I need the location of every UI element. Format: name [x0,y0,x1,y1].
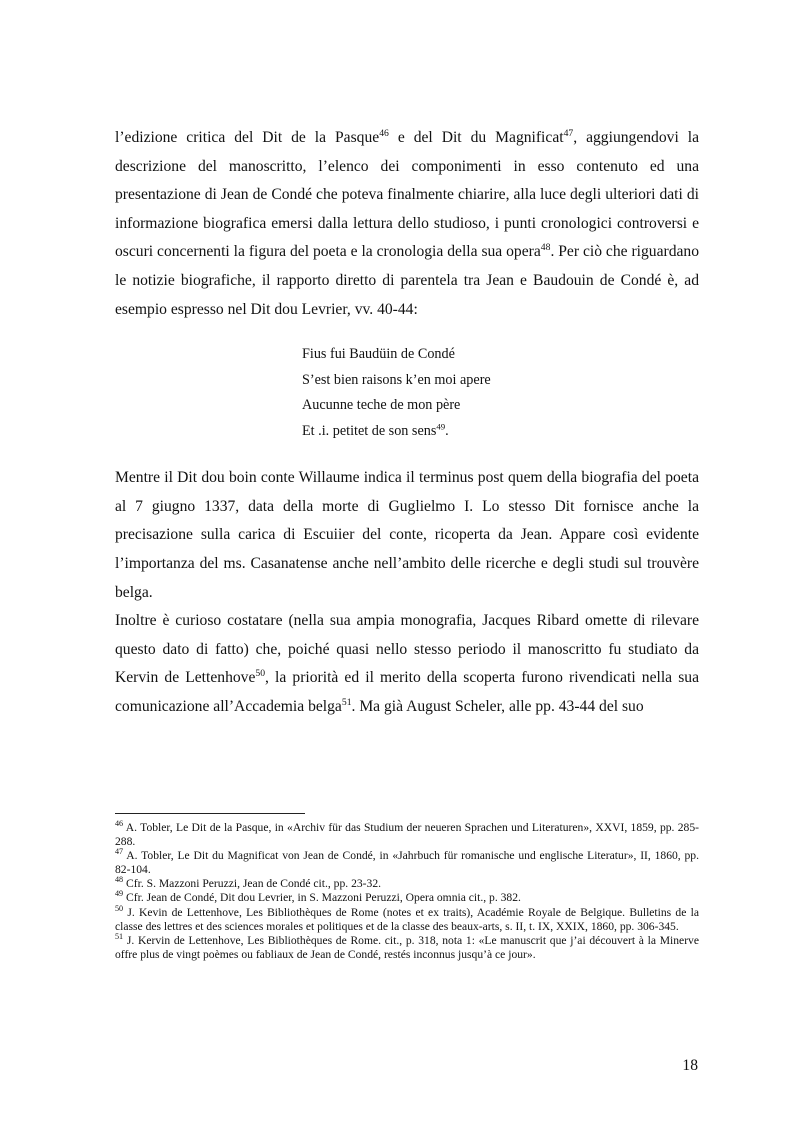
footnote-text: Cfr. Jean de Condé, Dit dou Levrier, in S. Mazzoni Peruzzi, Opera omnia cit., p. 382. [126,891,521,905]
text-run: , la priorità ed il merito della scoperta furono rivendicati nella sua comunicazione all’Accademia belga [115,669,699,715]
footnote-50 [115,903,699,934]
footnote-text: J. Kevin de Lettenhove, Les Bibliothèques de Rome (notes et ex traits), Académie Royale de Belgique. Bulletins de la classe des lettres et des sciences morales et politiques et de la classe des beaux-arts, s. II, t. IX, XXIX, 1860, pp. 306-345. [115,905,699,933]
text-run: . Ma già August Scheler, alle pp. 43-44 del suo [351,697,644,715]
footnote-ref-49[interactable]: 49 [436,420,446,431]
paragraph-2: Mentre il Dit dou boin conte Willaume indica il terminus post quem della biografia del poeta al 7 giugno 1337, data della morte di Guglielmo I. Lo stesso Dit fornisce anche la precisazione sulla carica di Escuiier del conte, ricoperta da Jean. Appare così evidente l’importanza del ms. Casanatense anche nell’ambito delle ricerche e degli studi sul trouvère belga. [115,469,699,601]
text-run: Inoltre è curioso costatare (nella sua ampia monografia, Jacques Ribard omette di rilevare questo dato di fatto) che, poiché quasi nello stesso periodo il manoscritto fu studiato da Kervin de Lettenhove [115,612,699,687]
paragraph-3 [115,607,699,721]
footnote-ref-51[interactable]: 51 [341,696,352,708]
verse-line-4 [302,419,699,445]
paragraph-1 [115,124,699,324]
footnote-ref-47[interactable]: 47 [563,127,574,139]
footnote-number: 47 [115,847,124,857]
footnote-ref-46[interactable]: 46 [379,127,389,139]
verse-line-3: Aucunne teche de mon père [302,397,461,414]
text-run: . Per ciò che riguardano le notizie biografiche, il rapporto diretto di parentela tra Jean e Baudouin de Condé è, ad esempio espresso nel Dit dou Levrier, vv. 40-44: [115,243,700,318]
main-text [115,124,699,722]
footnote-47 [115,849,699,877]
footnote-number: 51 [115,931,124,941]
footnote-ref-50[interactable]: 50 [255,668,266,680]
text-run: , aggiungendovi la descrizione del manoscritto, l’elenco dei componimenti in esso contenuto ed una presentazione di Jean de Condé che poteva finalmente chiarire, alla luce degli ulteriori dati di informazione biografica emersi dalla lettura dello studioso, i punti cronologici controversi e oscuri concernenti la figura del poeta e la cronologia della sua opera [115,129,699,261]
footnote-49 [115,891,699,905]
footnote-number: 49 [115,889,124,899]
footnote-separator [115,813,305,814]
text-run: l’edizione critica del Dit de la Pasque [115,129,380,146]
text-run: . [445,422,449,439]
footnote-text: A. Tobler, Le Dit du Magnificat von Jean de Condé, in «Jahrbuch für romanische und englische Literatur», II, 1860, pp. 82-104. [115,849,699,877]
footnote-number: 46 [115,819,124,829]
footnote-number: 48 [115,875,124,885]
footnote-text: A. Tobler, Le Dit de la Pasque, in «Archiv für das Studium der neueren Sprachen und Literaturen», XXVI, 1859, pp. 285-288. [115,821,699,849]
verse-line-1: Fius fui Baudüin de Condé [302,346,455,363]
text-run: Et .i. petitet de son sens [302,422,437,439]
footnote-51 [115,931,699,962]
footnote-text: J. Kervin de Lettenhove, Les Bibliothèques de Rome. cit., p. 318, nota 1: «Le manuscrit que j’ai découvert à la Minerve offre plus de vingt poèmes ou fabliaux de Jean de Condé, restés inconnus jusqu’à ce jour». [115,933,699,961]
footnote-number: 50 [115,903,124,913]
footnote-48 [115,877,699,891]
page-number: 18 [682,1057,698,1074]
footnote-text: Cfr. S. Mazzoni Peruzzi, Jean de Condé cit., pp. 23-32. [126,877,382,891]
footnotes [115,821,699,962]
verse-quotation [302,342,699,444]
verse-line-2: S’est bien raisons k’en moi apere [302,371,491,388]
text-run: e del Dit du Magnificat [388,129,564,146]
footnote-46 [115,821,699,849]
footnote-ref-48[interactable]: 48 [540,242,551,254]
